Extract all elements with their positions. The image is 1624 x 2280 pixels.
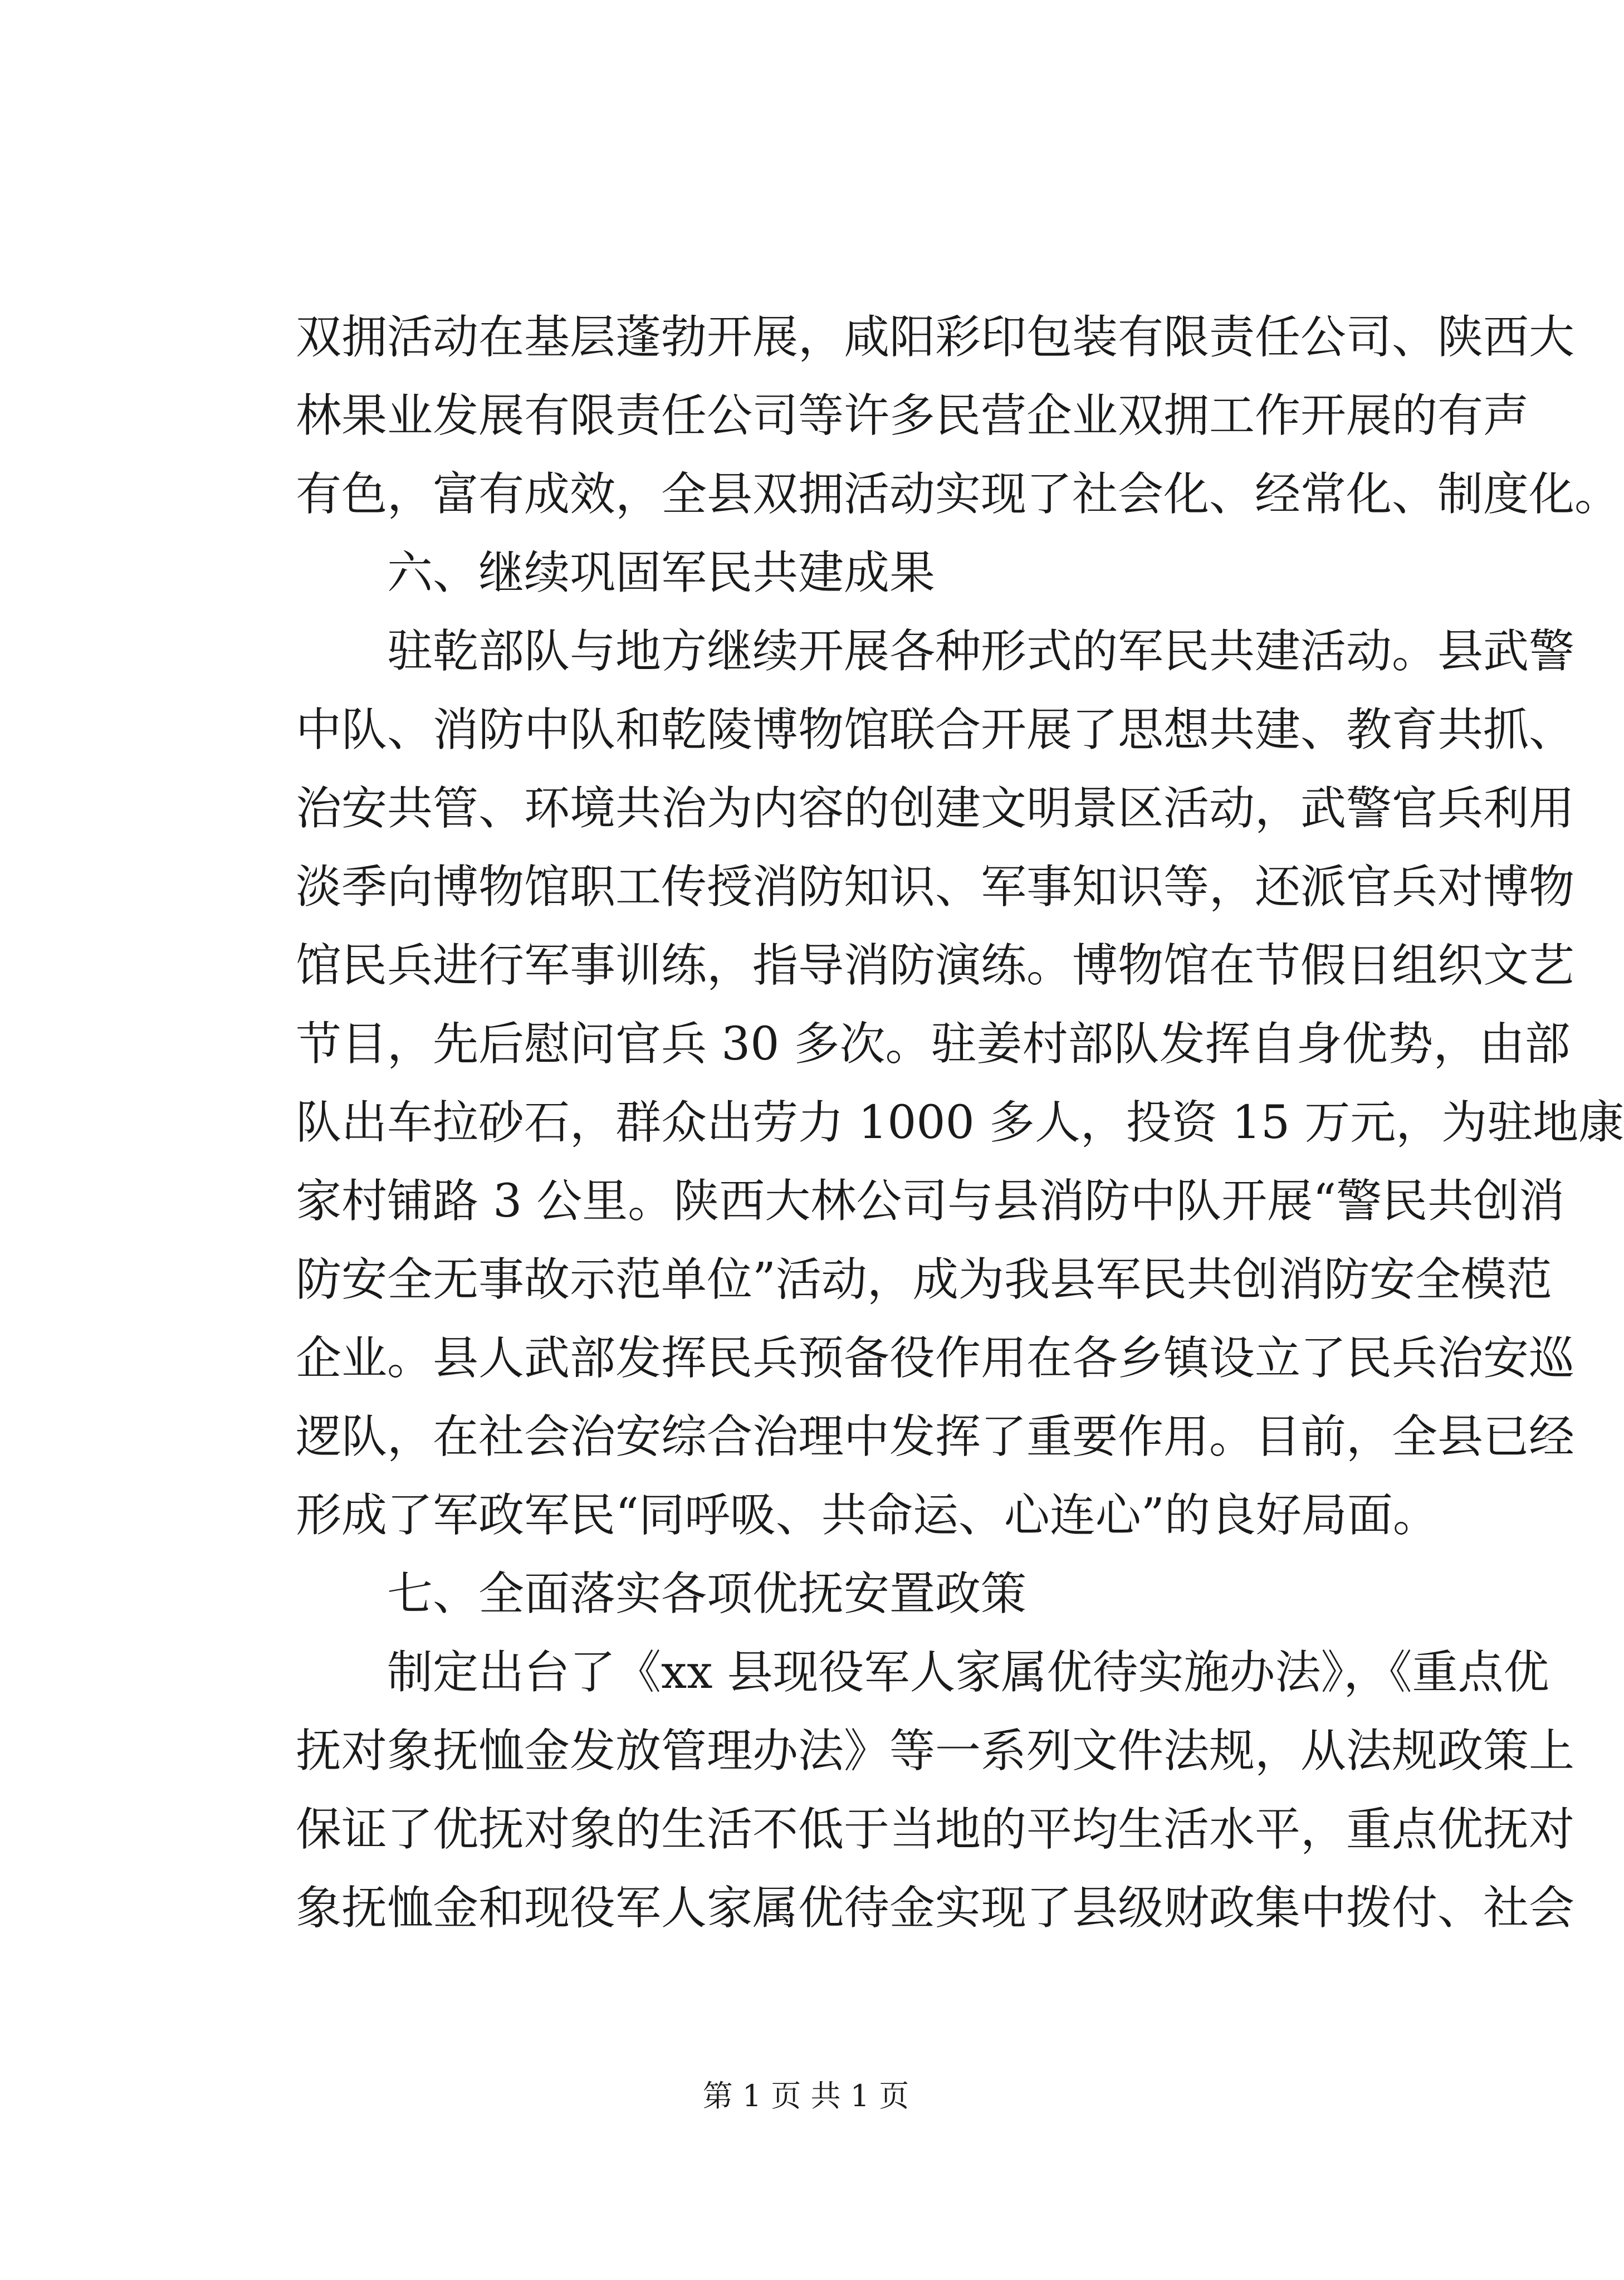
text-line: 馆民兵进行军事训练，指导消防演练。博物馆在节假日组织文艺 [296,939,1575,992]
text-line: 驻乾部队与地方继续开展各种形式的军民共建活动。县武警 [387,625,1575,678]
text-line: 形成了军政军民“同呼吸、共命运、心连心”的良好局面。 [296,1489,1439,1542]
text-line: 保证了优抚对象的生活不低于当地的平均生活水平，重点优抚对 [296,1803,1575,1856]
text-line: 淡季向博物馆职工传授消防知识、军事知识等，还派官兵对博物 [296,861,1575,914]
text-line: 制定出台了《xx 县现役军人家属优待实施办法》，《重点优 [387,1646,1549,1699]
text-line: 节目，先后慰问官兵 30 多次。驻姜村部队发挥自身优势，由部 [296,1018,1571,1071]
text-line: 抚对象抚恤金发放管理办法》等一系列文件法规，从法规政策上 [296,1725,1575,1778]
text-line: 有色，富有成效，全县双拥活动实现了社会化、经常化、制度化。 [296,468,1621,521]
document-body [296,298,1624,1947]
text-line: 企业。县人武部发挥民兵预备役作用在各乡镇设立了民兵治安巡 [296,1332,1575,1385]
text-line: 象抚恤金和现役军人家属优待金实现了县级财政集中拨付、社会 [296,1882,1575,1935]
page-number-footer: 第 1 页 共 1 页 [702,2078,909,2113]
text-line: 家村铺路 3 公里。陕西大林公司与县消防中队开展“警民共创消 [296,1175,1565,1228]
text-line: 防安全无事故示范单位”活动，成为我县军民共创消防安全模范 [296,1253,1552,1306]
text-line: 中队、消防中队和乾陵博物馆联合开展了思想共建、教育共抓、 [296,704,1575,756]
text-line: 逻队，在社会治安综合治理中发挥了重要作用。目前，全县已经 [296,1410,1575,1463]
section-heading-6: 六、继续巩固军民共建成果 [387,546,936,599]
text-line: 林果业发展有限责任公司等许多民营企业双拥工作开展的有声 [296,389,1529,442]
text-line: 队出车拉砂石，群众出劳力 1000 多人，投资 15 万元，为驻地康 [296,1096,1624,1149]
text-line: 治安共管、环境共治为内容的创建文明景区活动，武警官兵利用 [296,782,1575,835]
text-line: 双拥活动在基层蓬勃开展，咸阳彩印包装有限责任公司、陕西大 [296,311,1575,364]
section-heading-7: 七、全面落实各项优抚安置政策 [387,1568,1027,1620]
